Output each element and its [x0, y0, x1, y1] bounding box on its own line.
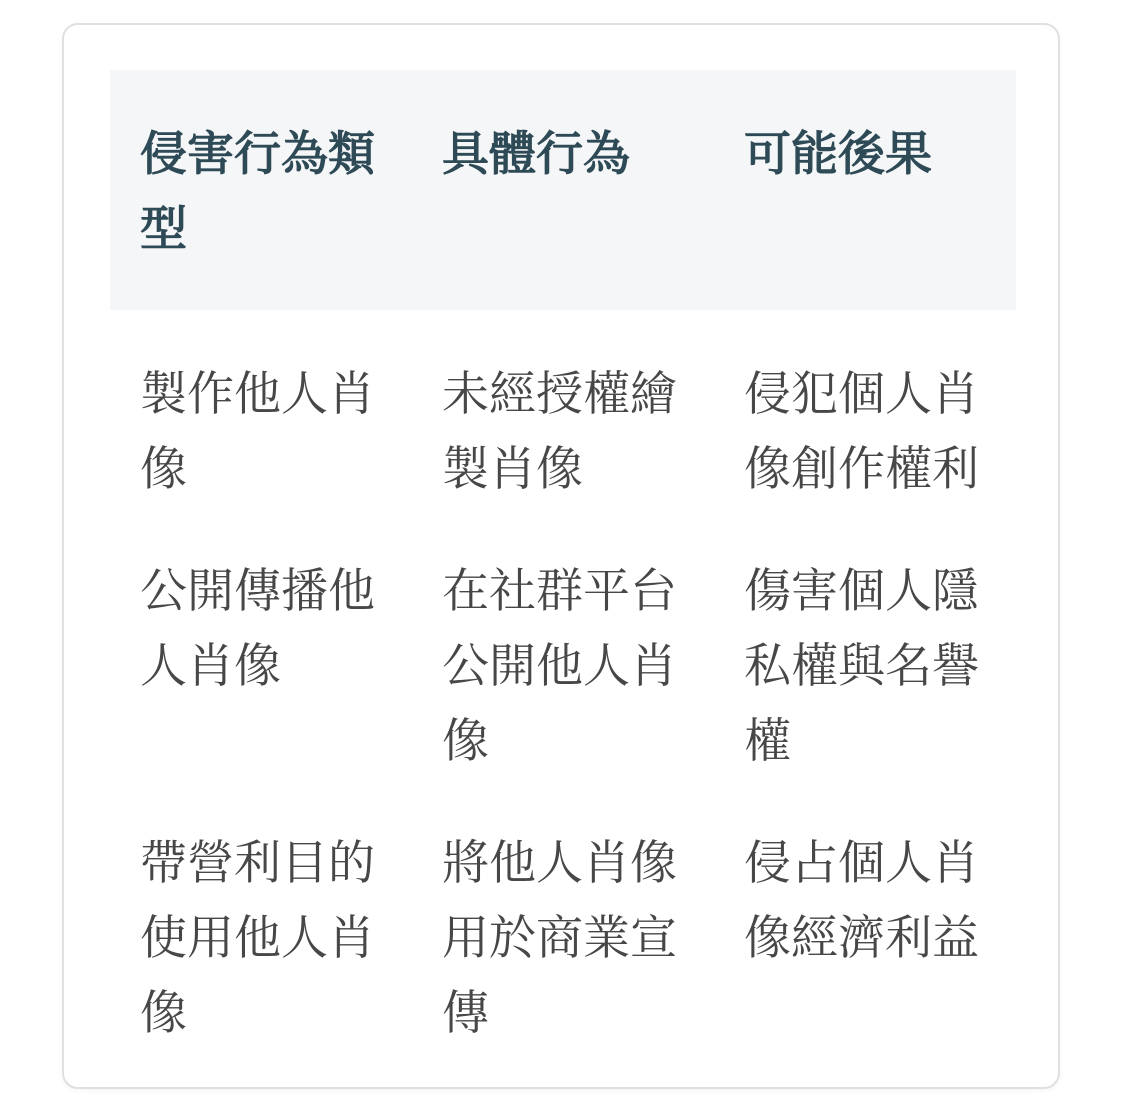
- table-row-make-portrait: [110, 310, 1016, 507]
- column-header-specific-behavior: 具體行為: [412, 70, 714, 310]
- content-card: [62, 23, 1060, 1089]
- cell-row2-behavior: 在社群平台公開他人肖像: [442, 564, 677, 767]
- cell-row1-consequence: 侵犯個人肖像創作權利: [744, 367, 979, 495]
- cell-row2-type: 公開傳播他人肖像: [140, 564, 375, 692]
- table-body: [110, 310, 1016, 1051]
- cell-row2-consequence: 傷害個人隱私權與名譽權: [744, 564, 979, 767]
- cell-row3-type: 帶營利目的使用他人肖像: [140, 836, 375, 1039]
- table-head: [110, 70, 1016, 310]
- cell-row3-consequence: 侵占個人肖像經濟利益: [744, 836, 979, 964]
- table-row-commercial-use: [110, 779, 1016, 1051]
- column-header-possible-consequence: 可能後果: [714, 70, 1016, 310]
- cell-row3-behavior: 將他人肖像用於商業宣傳: [442, 836, 677, 1039]
- column-header-infringement-type: 侵害行為類型: [110, 70, 412, 310]
- table-row-public-spread: [110, 507, 1016, 779]
- cell-row1-type: 製作他人肖像: [140, 367, 375, 495]
- table-header-row: [110, 70, 1016, 310]
- cell-row1-behavior: 未經授權繪製肖像: [442, 367, 677, 495]
- portrait-rights-table: [110, 70, 1016, 1051]
